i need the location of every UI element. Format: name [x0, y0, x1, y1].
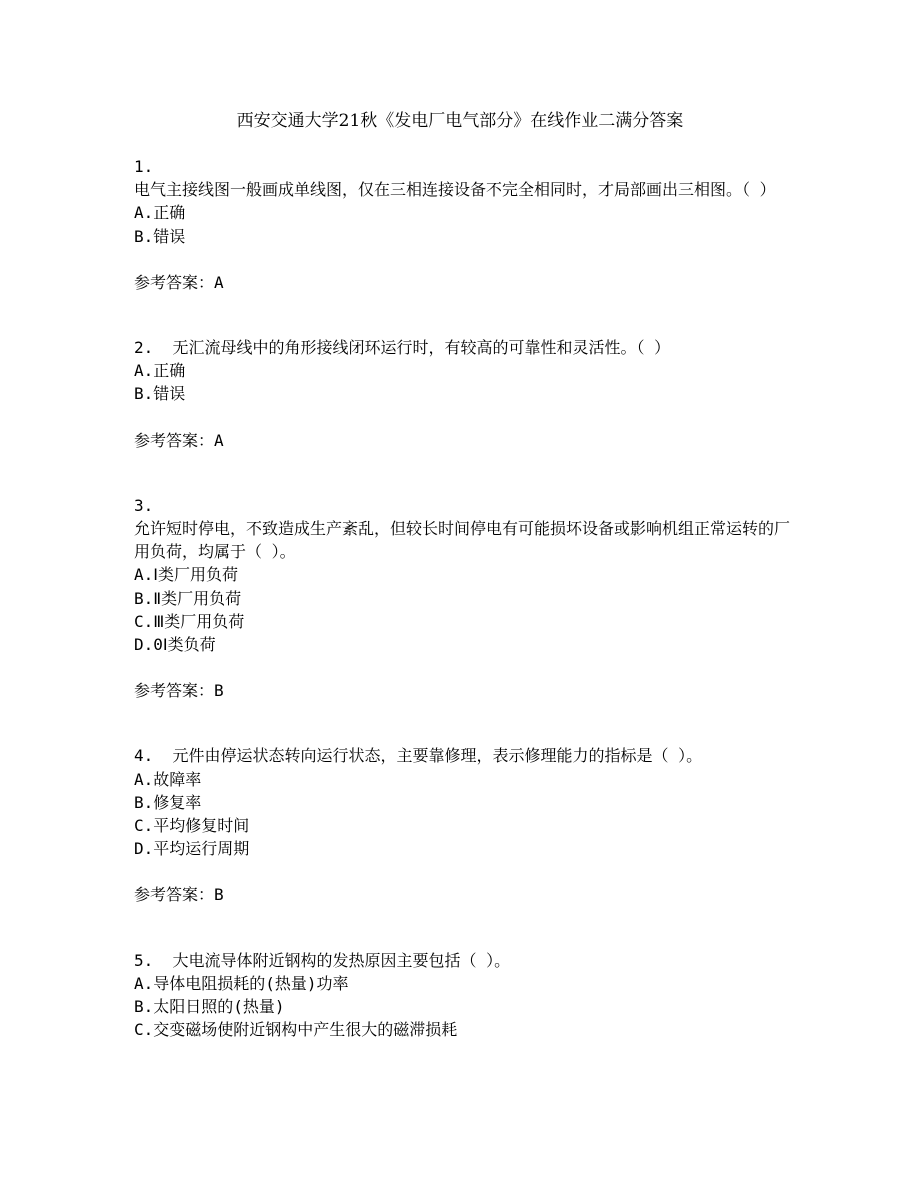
question-text: 允许短时停电，不致造成生产紊乱，但较长时间停电有可能损坏设备或影响机组正常运转的厂用负荷，均属于（ ）。 [134, 519, 791, 562]
question-2 [134, 336, 794, 452]
option-c: C.交变磁场使附近钢构中产生很大的磁滞损耗 [134, 1020, 458, 1040]
option-b: B.错误 [134, 384, 186, 404]
question-number: 3. [134, 495, 154, 515]
option-b: B.Ⅱ类厂用负荷 [134, 588, 242, 608]
answer: 参考答案：B [134, 681, 224, 701]
question-4 [134, 744, 794, 906]
answer: 参考答案：A [134, 272, 224, 292]
option-a: A.正确 [134, 361, 186, 381]
question-body: 无汇流母线中的角形接线闭环运行时，有较高的可靠性和灵活性。（ ） [172, 338, 671, 358]
question-text [134, 949, 794, 972]
option-a: A.正确 [134, 203, 186, 223]
question-3 [134, 494, 794, 703]
option-a: A.导体电阻损耗的(热量)功率 [134, 973, 349, 993]
answer: 参考答案：B [134, 885, 224, 905]
question-body: 元件由停运状态转向运行状态，主要靠修理，表示修理能力的指标是（ ）。 [172, 746, 703, 766]
option-d: D.平均运行周期 [134, 839, 250, 859]
answer: 参考答案：A [134, 430, 224, 450]
question-number: 1. [134, 157, 154, 176]
question-text [134, 336, 794, 359]
option-a: A.故障率 [134, 769, 202, 789]
option-c: C.Ⅲ类厂用负荷 [134, 611, 245, 631]
option-b: B.错误 [134, 226, 186, 246]
question-number: 5. [134, 950, 154, 970]
option-d: D.0Ⅰ类负荷 [134, 635, 216, 655]
question-5 [134, 949, 794, 1042]
option-b: B.修复率 [134, 792, 202, 812]
question-text: 电气主接线图一般画成单线图，仅在三相连接设备不完全相同时，才局部画出三相图。（ ） [134, 180, 776, 200]
option-b: B.太阳日照的(热量) [134, 997, 285, 1017]
option-a: A.Ⅰ类厂用负荷 [134, 565, 238, 585]
question-number: 4. [134, 746, 154, 766]
question-number: 2. [134, 338, 154, 358]
page-title: 西安交通大学21秋《发电厂电气部分》在线作业二满分答案 [236, 111, 684, 131]
option-c: C.平均修复时间 [134, 816, 250, 836]
question-body: 大电流导体附近钢构的发热原因主要包括（ ）。 [172, 950, 511, 970]
question-list [134, 155, 794, 1041]
question-1 [134, 155, 794, 294]
question-text [134, 744, 794, 767]
